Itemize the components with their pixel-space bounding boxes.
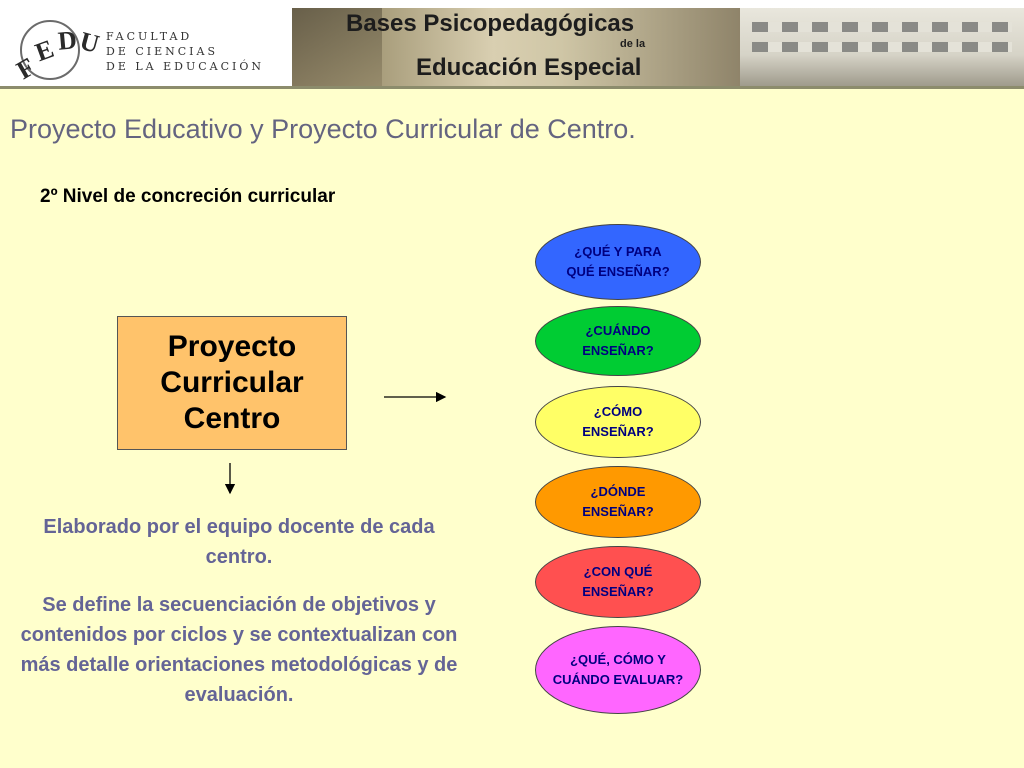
faculty-name-line-2: DE CIENCIAS (106, 45, 219, 58)
question-ellipse-como (535, 386, 701, 458)
question-ellipse-con-que (535, 546, 701, 618)
logo-letter: F (11, 52, 40, 86)
question-ellipse-donde (535, 466, 701, 538)
question-ellipse-que-para-que (535, 224, 701, 300)
question-label: ¿CUÁNDO ENSEÑAR? (582, 323, 654, 358)
proyecto-curricular-box: Proyecto Curricular Centro (117, 316, 347, 450)
description-secuenciacion: Se define la secuenciación de objetivos y contenidos por ciclos y se contextualizan con más detalle orientaciones metodológicas y de evaluación. (20, 594, 458, 706)
faculty-name-line-1: FACULTAD (106, 30, 193, 43)
faculty-name-line-3: DE LA EDUCACIÓN (106, 60, 264, 73)
question-label: ¿QUÉ Y PARA QUÉ ENSEÑAR? (566, 244, 670, 279)
banner-title-connector: de la (620, 38, 646, 50)
question-ellipse-evaluar (535, 626, 701, 714)
slide-title: Proyecto Educativo y Proyecto Curricular de Centro. (10, 114, 636, 144)
description-elaborado: Elaborado por el equipo docente de cada centro. (43, 516, 435, 568)
logo-letter: D (56, 25, 78, 56)
slide-subtitle: 2º Nivel de concreción curricular (40, 186, 336, 207)
logo-letter: U (76, 26, 103, 59)
banner-title-secondary: Educación Especial (416, 54, 642, 81)
logo-letter: E (31, 33, 58, 68)
question-label: ¿CÓMO ENSEÑAR? (582, 404, 654, 439)
banner-title: Bases Psicopedagógicas (346, 10, 635, 37)
question-label: ¿DÓNDE ENSEÑAR? (582, 484, 654, 519)
question-label: ¿QUÉ, CÓMO Y CUÁNDO EVALUAR? (552, 652, 684, 687)
question-label: ¿CON QUÉ ENSEÑAR? (582, 564, 654, 599)
question-ellipse-cuando (535, 306, 701, 376)
